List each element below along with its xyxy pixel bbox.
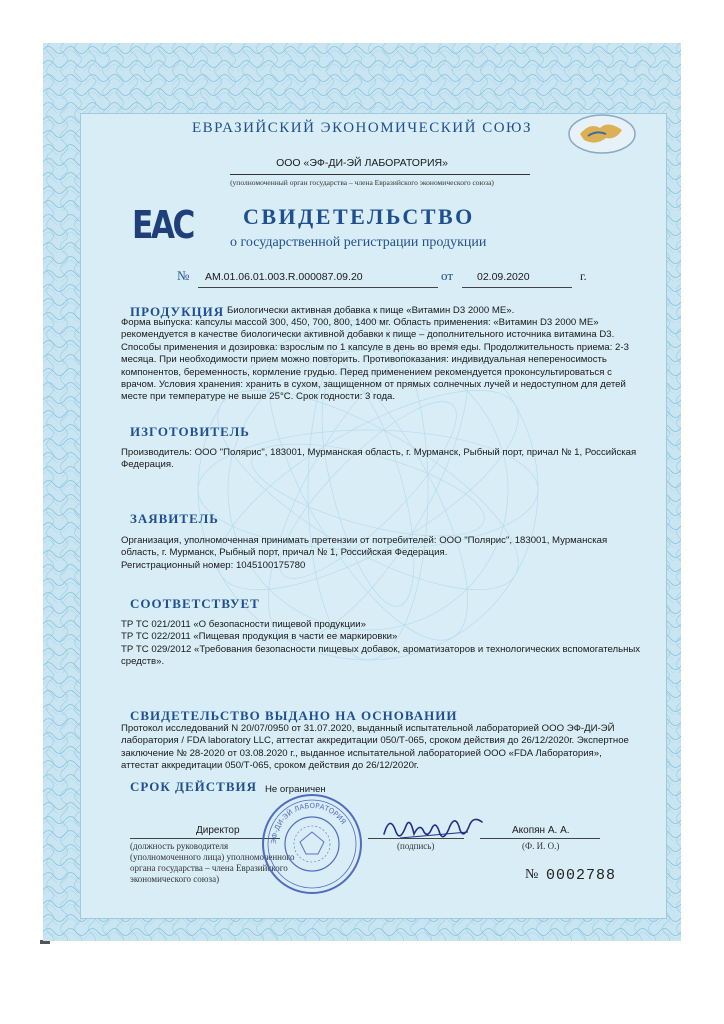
manufacturer-body [121, 447, 681, 472]
manufacturer-heading: ИЗГОТОВИТЕЛЬ [130, 424, 250, 439]
product-line: Форма выпуска: капсулы массой 300, 450, 700, 800, 1400 мг. Область применения: «Витамин D3 2000 МЕ» [121, 317, 599, 328]
basis-heading: СВИДЕТЕЛЬСТВО ВЫДАНО НА ОСНОВАНИИ [130, 708, 458, 723]
certificate-title: СВИДЕТЕЛЬСТВО [243, 204, 475, 229]
official-stamp [260, 792, 364, 896]
manufacturer-line: Федерация. [121, 459, 174, 471]
product-heading: ПРОДУКЦИЯ [130, 304, 225, 319]
applicant-body [121, 535, 681, 572]
signature-note: (подпись) [397, 841, 435, 851]
stamp-text: ЭФ-ДИ-ЭЙ ЛАБОРАТОРИЯ [269, 801, 348, 845]
applicant-line: область, г. Мурманск, Рыбный порт, причал № 1, Российская Федерация. [121, 547, 448, 559]
certificate-subtitle: о государственной регистрации продукции [230, 235, 487, 250]
date-prefix: от [441, 268, 454, 283]
svg-text:ЭФ-ДИ-ЭЙ ЛАБОРАТОРИЯ [270, 802, 347, 844]
product-line: Способы применения и дозировка: взрослым по 1 капсуле в день во время еды. Продолжительность приема: 2-3 [121, 341, 629, 353]
product-line: Биологически активная добавка к пище «Витамин D3 2000 МЕ». [227, 305, 515, 316]
serial-number: 0002788 [546, 867, 617, 884]
applicant-line: Организация, уполномоченная принимать претензии от потребителей: ООО "Полярис", 183001, Мурманская [121, 535, 608, 546]
compliance-line: средств». [121, 656, 165, 668]
name-underline [480, 838, 600, 839]
certificate-number: AM.01.06.01.003.R.000087.09.20 [205, 271, 363, 283]
certificate-date: 02.09.2020 [477, 271, 530, 283]
position-note-line: (уполномоченного лица) уполномоченного [130, 852, 295, 862]
eac-logo: ЕАС [132, 203, 193, 247]
manufacturer-line: Производитель: ООО "Полярис", 183001, Мурманская область, г. Мурманск, Рыбный порт, причал № 1, Российская [121, 447, 637, 458]
eaeu-emblem [566, 112, 638, 156]
signatory-name: Акопян А. А. [512, 825, 570, 836]
product-line: месяца. При необходимости прием можно повторить. Противопоказания: индивидуальная непереносимость [121, 354, 607, 366]
signatory-position: Директор [196, 825, 240, 836]
basis-line: лаборатория / FDA laboratory LLC, аттестат аккредитации 050/Т-065, сроком действия до 26/12/2020г. Экспертное [121, 735, 629, 747]
organization-name: ООО «ЭФ-ДИ-ЭЙ ЛАБОРАТОРИЯ» [276, 157, 448, 169]
organization-underline [230, 174, 530, 175]
validity-value: Не ограничен [265, 784, 326, 795]
union-title: ЕВРАЗИЙСКИЙ ЭКОНОМИЧЕСКИЙ СОЮЗ [192, 120, 532, 136]
basis-line: аттестат аккредитации 050/Т-065, сроком действия до 26/12/2020г. [121, 760, 419, 772]
date-suffix: г. [580, 269, 587, 283]
compliance-line: ТР ТС 021/2011 «О безопасности пищевой продукции» [121, 619, 366, 630]
product-line: рекомендуется в качестве биологически активной добавки к пище – дополнительного источника витамина D3. [121, 329, 615, 341]
name-note: (Ф. И. О.) [522, 841, 560, 851]
position-underline [130, 838, 280, 839]
date-underline [462, 287, 572, 288]
basis-line: заключение № 28-2020 от 03.08.2020 г., выданное испытательной лабораторией ООО «FDA Лаборатория», [121, 747, 602, 759]
product-line: месте при температуре не выше 25°С. Срок годности: 3 года. [121, 391, 396, 403]
validity-heading: СРОК ДЕЙСТВИЯ [130, 779, 257, 794]
compliance-body [121, 619, 681, 669]
product-line: врачом. Условия хранения: хранить в сухом, защищенном от прямых солнечных лучей и недоступном для детей [121, 379, 626, 391]
compliance-line: ТР ТС 022/2011 «Пищевая продукция в части ее маркировки» [121, 631, 398, 643]
compliance-heading: СООТВЕТСТВУЕТ [130, 596, 260, 611]
number-prefix: № [177, 268, 190, 283]
serial-prefix: № [525, 867, 539, 882]
product-line: компонентов, беременность, кормление грудью. Перед применением рекомендуется проконсультироваться с [121, 366, 612, 378]
position-note-line: экономического союза) [130, 874, 220, 884]
position-note-line: органа государства – члена Евразийского [130, 863, 288, 873]
applicant-line: Регистрационный номер: 1045100175780 [121, 559, 306, 571]
signature-underline [368, 838, 464, 839]
position-note-line: (должность руководителя [130, 841, 229, 851]
basis-line: Протокол исследований N 20/07/0950 от 31.07.2020, выданный испытательной лабораторией ООО ЭФ-ДИ-ЭЙ [121, 723, 615, 734]
compliance-line: ТР ТС 029/2012 «Требования безопасности пищевых добавок, ароматизаторов и технологических вспомогательных [121, 643, 641, 655]
number-underline [198, 287, 438, 288]
applicant-heading: ЗАЯВИТЕЛЬ [130, 511, 219, 526]
product-body [121, 317, 681, 404]
basis-body [121, 723, 681, 773]
organization-note: (уполномоченный орган государства – члена Евразийского экономического союза) [230, 178, 494, 187]
